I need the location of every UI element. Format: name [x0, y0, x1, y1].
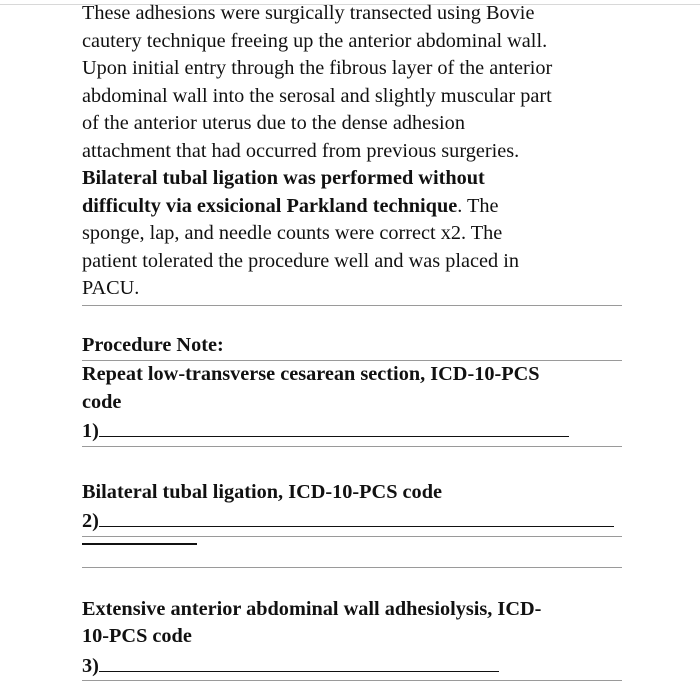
procedure-item-2-label	[82, 479, 622, 507]
operative-narrative	[82, 0, 622, 306]
narrative-line: These adhesions were surgically transected using Bovie	[82, 2, 534, 24]
procedure-item-1-label	[82, 361, 622, 416]
narrative-line: PACU.	[82, 277, 139, 299]
narrative-bold-line: Bilateral tubal ligation was performed without	[82, 167, 485, 189]
narrative-line: of the anterior uterus due to the dense adhesion	[82, 112, 465, 134]
narrative-line: . The	[457, 195, 498, 217]
procedure-item-1-line1: Repeat low-transverse cesarean section, ICD-10-PCS	[82, 363, 540, 385]
procedure-item-2-answer-blank[interactable]	[99, 506, 614, 527]
narrative-line: attachment that had occurred from previous surgeries.	[82, 140, 519, 162]
narrative-line: sponge, lap, and needle counts were correct x2. The	[82, 222, 502, 244]
narrative-line: Upon initial entry through the fibrous layer of the anterior	[82, 57, 552, 79]
procedure-item-3-line1: Extensive anterior abdominal wall adhesiolysis, ICD-	[82, 598, 541, 620]
procedure-item-1-line2: code	[82, 391, 121, 413]
procedure-item-1-answer-row	[82, 416, 622, 447]
procedure-item-1-number: 1)	[82, 420, 99, 442]
document-body	[82, 0, 622, 681]
narrative-line: abdominal wall into the serosal and slightly muscular part	[82, 85, 552, 107]
narrative-bold-line: difficulty via exsicional Parkland technique	[82, 195, 457, 217]
procedure-item-1-answer-blank[interactable]	[99, 416, 569, 437]
procedure-item-3-label	[82, 596, 622, 651]
procedure-item-3-number: 3)	[82, 655, 99, 677]
procedure-item-2-number: 2)	[82, 510, 99, 532]
narrative-line: patient tolerated the procedure well and was placed in	[82, 250, 519, 272]
procedure-note-heading: Procedure Note:	[82, 332, 622, 362]
procedure-item-2-extra-row	[82, 537, 622, 568]
procedure-item-3-answer-row	[82, 651, 622, 681]
procedure-item-2-answer-row	[82, 506, 622, 537]
spacer	[82, 568, 622, 596]
narrative-line: cautery technique freeing up the anterior abdominal wall.	[82, 30, 547, 52]
spacer	[82, 447, 622, 479]
procedure-item-2-line1: Bilateral tubal ligation, ICD-10-PCS code	[82, 481, 442, 503]
procedure-item-3-line2: 10-PCS code	[82, 625, 192, 647]
procedure-item-2-extra-blank[interactable]	[82, 543, 197, 545]
